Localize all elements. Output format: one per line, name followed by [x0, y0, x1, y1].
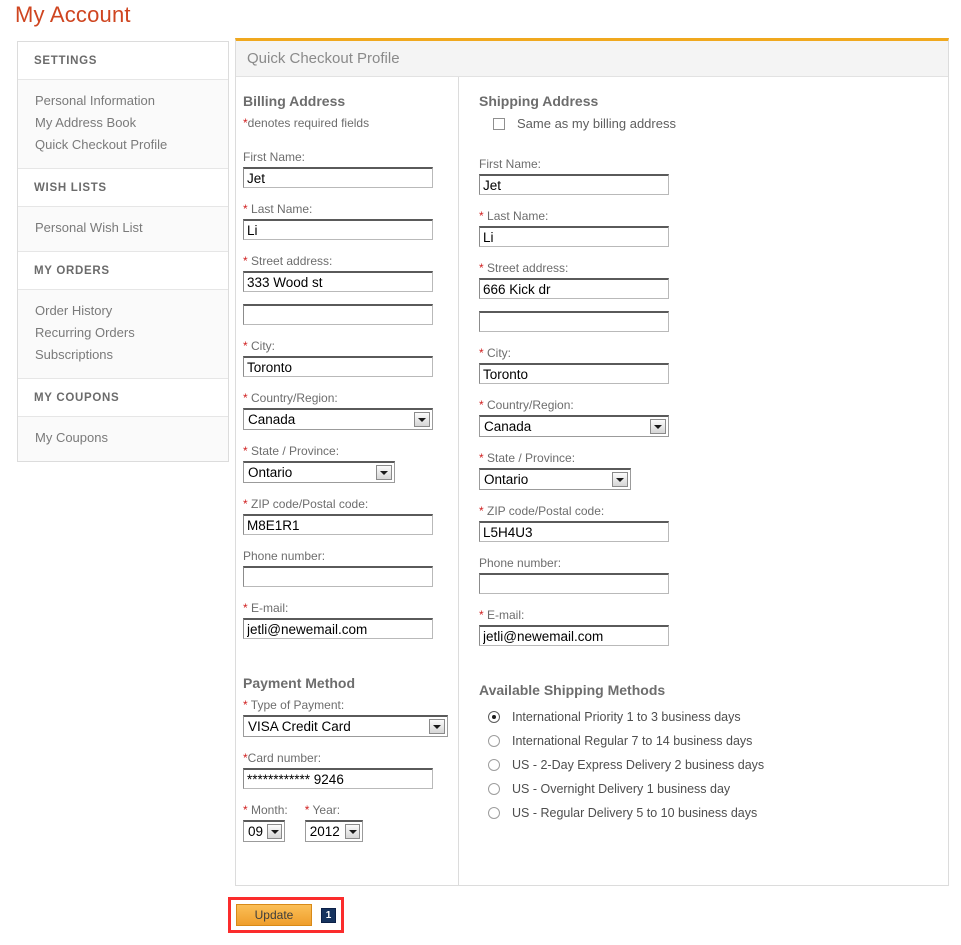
billing-country-value: Canada: [248, 412, 296, 427]
sidebar-group-my-orders: [18, 290, 228, 379]
sidebar-group-settings: [18, 80, 228, 169]
billing-last-name-label: [243, 202, 458, 216]
shipping-state-label: [479, 451, 948, 465]
shipping-country-label-text: Country/Region:: [487, 398, 574, 412]
required-fields-note: [243, 116, 458, 130]
card-year-label-text: Year:: [312, 803, 341, 817]
chevron-down-icon: [612, 472, 628, 487]
shipping-method-label-0: International Priority 1 to 3 business days: [512, 710, 741, 724]
card-month-group: [243, 803, 288, 856]
billing-phone-input[interactable]: [243, 566, 433, 587]
billing-state-label-text: State / Province:: [251, 444, 340, 458]
shipping-city-label-text: City:: [487, 346, 512, 360]
shipping-country-value: Canada: [484, 419, 532, 434]
shipping-method-label-1: International Regular 7 to 14 business days: [512, 734, 753, 748]
shipping-column: [459, 77, 948, 885]
shipping-last-name-input[interactable]: [479, 226, 669, 247]
sidebar-item-my-address-book[interactable]: My Address Book: [35, 115, 137, 130]
shipping-city-input[interactable]: [479, 363, 669, 384]
shipping-method-option-3[interactable]: [479, 782, 948, 796]
shipping-first-name-label: First Name:: [479, 157, 542, 171]
same-as-billing-checkbox[interactable]: [493, 118, 505, 130]
shipping-method-label-2: US - 2-Day Express Delivery 2 business days: [512, 758, 765, 772]
billing-city-input[interactable]: [243, 356, 433, 377]
billing-state-select[interactable]: [243, 461, 395, 483]
billing-country-select[interactable]: [243, 408, 433, 430]
card-number-label: [243, 751, 458, 765]
same-as-billing-row[interactable]: [493, 116, 948, 131]
shipping-street-input[interactable]: [479, 278, 669, 299]
radio-icon[interactable]: [488, 735, 500, 747]
card-year-group: [305, 803, 363, 856]
sidebar-group-wish-lists: [18, 207, 228, 252]
sidebar-group-my-coupons: [18, 417, 228, 461]
shipping-method-option-0[interactable]: [479, 710, 948, 724]
billing-country-label: [243, 391, 458, 405]
shipping-city-label: [479, 346, 948, 360]
shipping-first-name-input[interactable]: [479, 174, 669, 195]
sidebar-item-personal-wish-list[interactable]: Personal Wish List: [35, 220, 143, 235]
sidebar-item-my-coupons[interactable]: My Coupons: [35, 430, 108, 445]
shipping-country-label: [479, 398, 948, 412]
required-star: *: [243, 116, 248, 130]
shipping-email-label: [479, 608, 948, 622]
billing-phone-label: Phone number:: [243, 549, 326, 563]
billing-first-name-input[interactable]: [243, 167, 433, 188]
page-title: My Account: [15, 2, 131, 27]
shipping-method-label-3: US - Overnight Delivery 1 business day: [512, 782, 731, 796]
shipping-street-star: *: [479, 261, 484, 275]
update-button[interactable]: Update: [236, 904, 312, 926]
shipping-city-star: *: [479, 346, 484, 360]
shipping-methods-spacer: [479, 660, 948, 682]
shipping-last-name-label-text: Last Name:: [487, 209, 549, 223]
shipping-street-label-text: Street address:: [487, 261, 569, 275]
shipping-method-label-4: US - Regular Delivery 5 to 10 business days: [512, 806, 758, 820]
shipping-state-value: Ontario: [484, 472, 529, 487]
billing-state-label: [243, 444, 458, 458]
shipping-address-title: Shipping Address: [479, 93, 599, 109]
available-shipping-methods-title: Available Shipping Methods: [479, 682, 666, 698]
sidebar-heading-settings: SETTINGS: [18, 42, 228, 80]
shipping-email-input[interactable]: [479, 625, 669, 646]
billing-zip-star: *: [243, 497, 248, 511]
payment-spacer: [243, 653, 458, 675]
shipping-zip-label-text: ZIP code/Postal code:: [487, 504, 605, 518]
billing-street-star: *: [243, 254, 248, 268]
card-month-label-text: Month:: [251, 803, 288, 817]
same-as-billing-label: Same as my billing address: [517, 116, 676, 131]
billing-city-label-text: City:: [251, 339, 276, 353]
card-year-select[interactable]: [305, 820, 363, 842]
card-month-label: [243, 803, 288, 817]
card-number-star: *: [243, 751, 248, 765]
sidebar-heading-my-orders: MY ORDERS: [18, 252, 228, 290]
billing-state-value: Ontario: [248, 465, 293, 480]
sidebar-item-subscriptions[interactable]: Subscriptions: [35, 347, 114, 362]
billing-last-name-star: *: [243, 202, 248, 216]
radio-icon[interactable]: [488, 783, 500, 795]
billing-last-name-input[interactable]: [243, 219, 433, 240]
card-year-star: *: [304, 803, 310, 817]
shipping-country-star: *: [479, 398, 484, 412]
card-month-value: 09: [248, 824, 264, 839]
shipping-state-select[interactable]: [479, 468, 631, 490]
shipping-method-option-4[interactable]: [479, 806, 948, 820]
shipping-zip-star: *: [479, 504, 484, 518]
billing-last-name-label-text: Last Name:: [251, 202, 313, 216]
shipping-email-label-text: E-mail:: [487, 608, 525, 622]
radio-icon[interactable]: [488, 759, 500, 771]
radio-icon[interactable]: [488, 807, 500, 819]
payment-type-label: [243, 698, 458, 712]
payment-type-star: *: [243, 698, 248, 712]
billing-city-star: *: [243, 339, 248, 353]
card-year-label: [305, 803, 363, 817]
billing-column: [236, 77, 458, 885]
payment-type-select[interactable]: [243, 715, 448, 737]
billing-email-input[interactable]: [243, 618, 433, 639]
shipping-street-label: [479, 261, 948, 275]
required-note-text: denotes required fields: [247, 116, 370, 130]
card-month-star: *: [243, 803, 248, 817]
billing-first-name-label: First Name:: [243, 150, 306, 164]
billing-street-label: [243, 254, 458, 268]
billing-city-label: [243, 339, 458, 353]
shipping-zip-label: [479, 504, 948, 518]
radio-icon[interactable]: [488, 711, 500, 723]
payment-method-title: Payment Method: [243, 675, 356, 691]
shipping-method-option-1[interactable]: [479, 734, 948, 748]
billing-zip-input[interactable]: [243, 514, 433, 535]
panel-body: [236, 77, 948, 885]
shipping-state-star: *: [479, 451, 484, 465]
billing-state-star: *: [243, 444, 248, 458]
sidebar-item-quick-checkout-profile[interactable]: Quick Checkout Profile: [35, 137, 168, 152]
shipping-phone-label: Phone number:: [479, 556, 562, 570]
chevron-down-icon: [345, 824, 360, 839]
card-year-value: 2012: [309, 824, 340, 839]
card-expiry-row: [243, 803, 458, 856]
sidebar-heading-my-coupons: MY COUPONS: [18, 379, 228, 417]
billing-zip-label-text: ZIP code/Postal code:: [251, 497, 369, 511]
shipping-last-name-star: *: [479, 209, 484, 223]
billing-email-label: [243, 601, 458, 615]
shipping-email-star: *: [479, 608, 484, 622]
shipping-last-name-label: [479, 209, 948, 223]
billing-zip-label: [243, 497, 458, 511]
billing-street-label-text: Street address:: [251, 254, 333, 268]
chevron-down-icon: [414, 412, 430, 427]
panel-title: Quick Checkout Profile: [247, 50, 400, 67]
shipping-phone-input[interactable]: [479, 573, 669, 594]
billing-country-star: *: [243, 391, 248, 405]
shipping-state-label-text: State / Province:: [487, 451, 576, 465]
billing-address-title: Billing Address: [243, 93, 346, 109]
card-number-input[interactable]: [243, 768, 433, 789]
sidebar-item-personal-information[interactable]: Personal Information: [35, 93, 155, 108]
update-action-highlight: [228, 897, 344, 933]
billing-email-star: *: [243, 601, 248, 615]
chevron-down-icon: [429, 719, 445, 734]
shipping-method-option-2[interactable]: [479, 758, 948, 772]
chevron-down-icon: [376, 465, 392, 480]
billing-street2-input[interactable]: [243, 304, 433, 325]
shipping-methods-list: [479, 710, 948, 820]
billing-country-label-text: Country/Region:: [251, 391, 338, 405]
quick-checkout-profile-panel: [235, 38, 949, 886]
shipping-country-select[interactable]: [479, 415, 669, 437]
account-sidebar: [17, 41, 229, 462]
step-badge: 1: [321, 908, 336, 923]
card-month-select[interactable]: [243, 820, 285, 842]
sidebar-item-order-history[interactable]: Order History: [35, 303, 113, 318]
card-number-label-text: Card number:: [247, 751, 322, 765]
chevron-down-icon: [267, 824, 282, 839]
sidebar-item-recurring-orders[interactable]: Recurring Orders: [35, 325, 135, 340]
billing-email-label-text: E-mail:: [251, 601, 289, 615]
shipping-street2-input[interactable]: [479, 311, 669, 332]
billing-street-input[interactable]: [243, 271, 433, 292]
payment-type-value: VISA Credit Card: [248, 719, 351, 734]
sidebar-heading-wish-lists: WISH LISTS: [18, 169, 228, 207]
shipping-zip-input[interactable]: [479, 521, 669, 542]
chevron-down-icon: [650, 419, 666, 434]
payment-type-label-text: Type of Payment:: [250, 698, 345, 712]
panel-header: [236, 41, 948, 77]
